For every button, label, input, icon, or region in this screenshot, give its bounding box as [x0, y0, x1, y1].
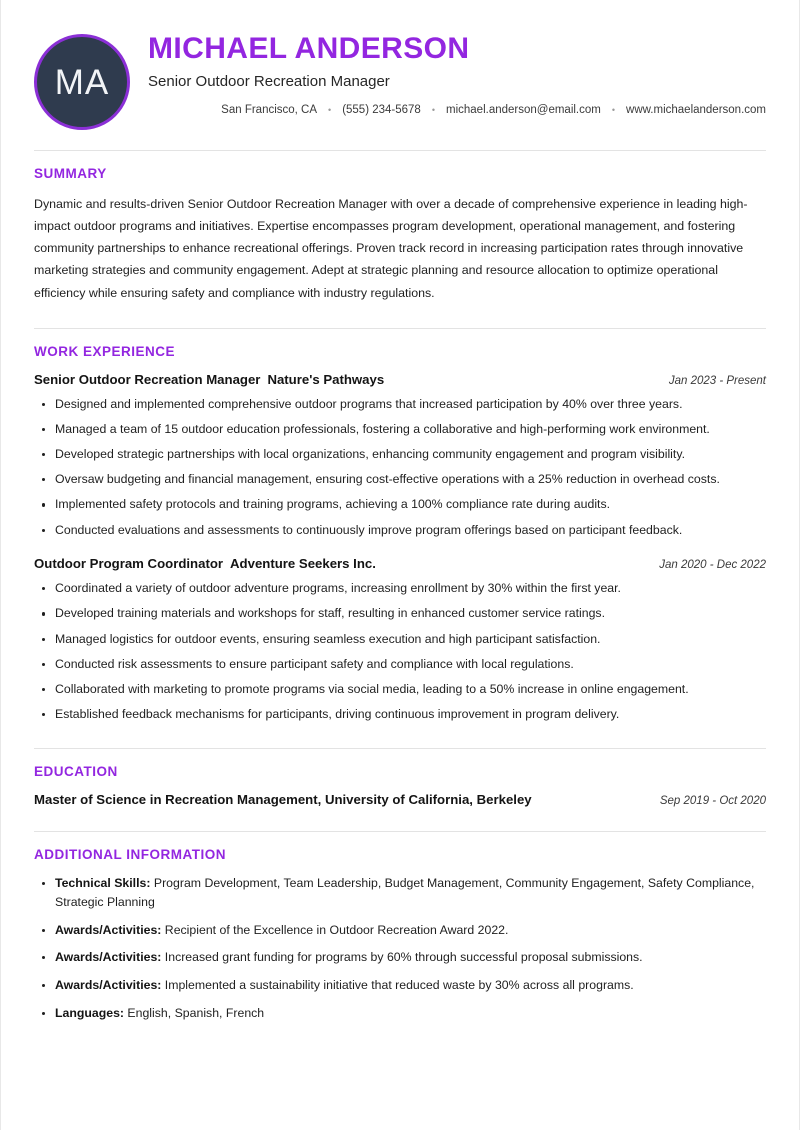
work-entry-heading: [34, 371, 384, 388]
info-item-value: Recipient of the Excellence in Outdoor Recreation Award 2022.: [161, 922, 509, 937]
info-item-value: Increased grant funding for programs by 60% through successful proposal submissions.: [161, 950, 643, 965]
info-item-label: Awards/Activities:: [55, 922, 162, 937]
work-entry-date: Jan 2020 - Dec 2022: [659, 559, 766, 572]
work-entry-header: [34, 555, 766, 573]
bullet-separator-icon: •: [431, 104, 435, 115]
avatar: [34, 34, 130, 130]
bullet-item: Conducted evaluations and assessments to continuously improve program offerings based on participant feedback.: [34, 521, 766, 540]
bullet-item: Designed and implemented comprehensive outdoor programs that increased participation by 40% over three years.: [34, 395, 766, 414]
work-entry-header: [34, 371, 766, 389]
education-degree: Master of Science in Recreation Management, University of California, Berkeley: [34, 792, 532, 808]
section-divider: [34, 150, 766, 151]
section-work-experience: [34, 344, 766, 724]
section-additional-information: [34, 847, 766, 1022]
info-item-value: English, Spanish, French: [124, 1005, 265, 1020]
bullet-item: Collaborated with marketing to promote programs via social media, leading to a 50% increase in online engagement.: [34, 680, 766, 699]
list-item: [34, 948, 766, 967]
list-item: [34, 921, 766, 940]
additional-info-list: [34, 874, 766, 1022]
info-item-value: Program Development, Team Leadership, Budget Management, Community Engagement, Safety Compliance, Strategic Planning: [55, 876, 755, 909]
bullet-separator-icon: •: [328, 104, 332, 115]
work-entry-bullets: [34, 395, 766, 540]
section-summary: [34, 166, 766, 304]
section-title-summary: SUMMARY: [34, 166, 107, 181]
bullet-item: Coordinated a variety of outdoor adventure programs, increasing enrollment by 30% within the first year.: [34, 579, 766, 598]
education-entry: [34, 791, 766, 809]
section-divider: [34, 831, 766, 832]
work-entry-company: Adventure Seekers Inc.: [230, 556, 376, 572]
bullet-item: Managed a team of 15 outdoor education professionals, fostering a collaborative and high-performing work environment.: [34, 420, 766, 439]
work-entry-job-title: Senior Outdoor Recreation Manager: [34, 371, 261, 387]
section-title-additional-information: ADDITIONAL INFORMATION: [34, 847, 226, 863]
section-education: [34, 764, 766, 809]
work-entry-company: Nature's Pathways: [267, 371, 385, 387]
contact-line: [148, 103, 766, 118]
list-item: [34, 874, 766, 911]
work-entry-job-title: Outdoor Program Coordinator: [34, 556, 224, 572]
work-entry-date: Jan 2023 - Present: [668, 374, 766, 387]
section-divider: [34, 328, 766, 329]
work-entry-heading: [34, 555, 376, 572]
list-item: [34, 1004, 766, 1023]
bullet-item: Oversaw budgeting and financial management, ensuring cost-effective operations with a 25% reduction in overhead costs.: [34, 470, 766, 489]
avatar-initials: MA: [54, 62, 110, 102]
bullet-item: Developed training materials and workshops for staff, resulting in enhanced customer service ratings.: [34, 604, 766, 623]
bullet-item: Implemented safety protocols and training programs, achieving a 100% compliance rate during audits.: [34, 495, 766, 514]
education-entry-list: [34, 791, 766, 809]
work-entry: [34, 555, 766, 724]
bullet-item: Managed logistics for outdoor events, ensuring seamless execution and high participant satisfaction.: [34, 630, 766, 649]
bullet-item: Conducted risk assessments to ensure participant safety and compliance with local regulations.: [34, 655, 766, 674]
info-item-label: Languages:: [55, 1005, 125, 1020]
info-item-value: Implemented a sustainability initiative that reduced waste by 30% across all programs.: [161, 977, 634, 992]
bullet-item: Developed strategic partnerships with local organizations, enhancing community engagement and program visibility.: [34, 445, 766, 464]
candidate-job-title: Senior Outdoor Recreation Manager: [148, 72, 390, 90]
contact-email[interactable]: michael.anderson@email.com: [446, 103, 601, 116]
contact-phone[interactable]: (555) 234-5678: [342, 103, 421, 116]
contact-website[interactable]: www.michaelanderson.com: [626, 103, 766, 116]
header-text-block: [148, 28, 766, 118]
work-entry-list: [34, 371, 766, 724]
info-item-label: Technical Skills:: [55, 876, 151, 891]
education-date: Sep 2019 - Oct 2020: [659, 795, 766, 808]
info-item-label: Awards/Activities:: [55, 977, 162, 992]
bullet-separator-icon: •: [611, 104, 616, 115]
section-divider: [34, 748, 766, 749]
list-item: [34, 976, 766, 995]
info-item-label: Awards/Activities:: [55, 950, 162, 965]
candidate-name: MICHAEL ANDERSON: [148, 32, 470, 65]
summary-text: Dynamic and results-driven Senior Outdoor Recreation Manager with over a decade of comprehensive experience in leading high-impact outdoor programs and initiatives. Expertise encompasses program development, operational management, and fostering community partnerships to enhance recreational offerings. Proven track record in increasing participation rates through innovative marketing strategies and community engagement. Adept at strategic planning and resource allocation to optimize operational efficiency while ensuring safety and compliance with industry regulations.: [34, 197, 748, 300]
bullet-item: Established feedback mechanisms for participants, driving continuous improvement in program delivery.: [34, 705, 766, 724]
work-entry-bullets: [34, 579, 766, 724]
work-entry: [34, 371, 766, 540]
contact-location: San Francisco, CA: [221, 103, 318, 116]
section-title-work-experience: WORK EXPERIENCE: [34, 343, 176, 359]
resume-header: [34, 28, 766, 136]
section-title-education: EDUCATION: [34, 763, 118, 779]
